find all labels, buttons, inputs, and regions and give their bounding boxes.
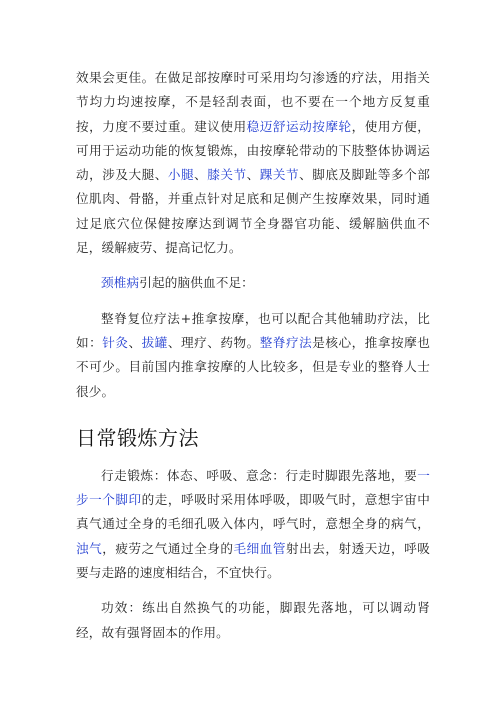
link-spine-therapy[interactable]: 整脊疗法 [259,334,313,350]
paragraph-gap [76,260,430,271]
text-span: 、 [128,334,142,350]
text-span: 行走锻炼：体态、呼吸、意念：行走时脚跟先落地，要 [101,467,418,483]
text-span: 效果会更佳。在做足部按摩时可采用均匀渗透的疗法，用指关节均力均速按摩，不是轻刮表面，也不要在一个地方反复重按，力度不要过重。建议使用 [76,70,430,134]
paragraph-gap [76,585,430,596]
link-cervical-spondylosis[interactable]: 颈椎病 [101,275,140,291]
paragraph-walking-exercise [76,464,430,585]
text-span: 的走，呼吸时采用体呼吸，即吸气时，意想宇宙中真气通过全身的毛细孔吸入体内，呼气时，意想全身的病气， [76,492,430,532]
link-acupuncture[interactable]: 针灸 [102,334,129,350]
text-span: 、 [194,167,208,183]
link-turbid-qi[interactable]: 浊气 [76,540,103,556]
text-span: 整脊复位疗法+推拿按摩，也可以配合其他辅助疗法，比如： [76,310,430,350]
text-span: 、 [246,167,260,183]
paragraph-foot-massage [76,66,430,260]
section-heading: 日常锻炼方法 [76,425,199,450]
paragraph-effect [76,596,430,645]
link-capillaries[interactable]: 毛细血管 [233,540,286,556]
text-span: 射出去，射透天边，呼吸要与走路的速度相结合，不宜快行。 [76,540,430,581]
text-span: 、理疗、药物。 [167,334,260,350]
link-massage-wheel[interactable]: 稳迈舒运动按摩轮 [246,118,352,134]
paragraph-spine-therapy [76,307,430,404]
text-span: ，使用方便，可用于运动功能的恢复锻炼，由按摩轮带动的下肢整体协调运动，涉及大腿、 [76,118,430,183]
link-knee-joint[interactable]: 膝关节 [207,167,247,183]
link-cupping[interactable]: 拔罐 [141,334,168,350]
text-span: 、脚底及脚趾等多个部位肌肉、骨骼，并重点针对足底和足侧产生按摩效果，同时通过足底穴位保健按摩达到调节全身器官功能、缓解脑供血不足，缓解疲劳、提高记忆力。 [76,167,430,256]
paragraph-cervical-heading [76,271,430,295]
text-span: 引起的脑供血不足： [139,275,254,291]
link-ankle-joint[interactable]: 踝关节 [259,167,300,183]
link-calf[interactable]: 小腿 [167,167,195,183]
text-span: 功效：练出自然换气的功能，脚跟先落地，可以调动肾经，故有强肾固本的作用。 [76,600,430,640]
text-span: 是核心，推拿按摩也不可少。目前国内推拿按摩的人比较多，但是专业的整脊人士很少。 [76,334,430,399]
text-span: ，疲劳之气通过全身的 [102,540,234,556]
link-step-by-step[interactable]: 一步一个脚印 [76,467,430,508]
paragraph-gap [76,296,430,307]
